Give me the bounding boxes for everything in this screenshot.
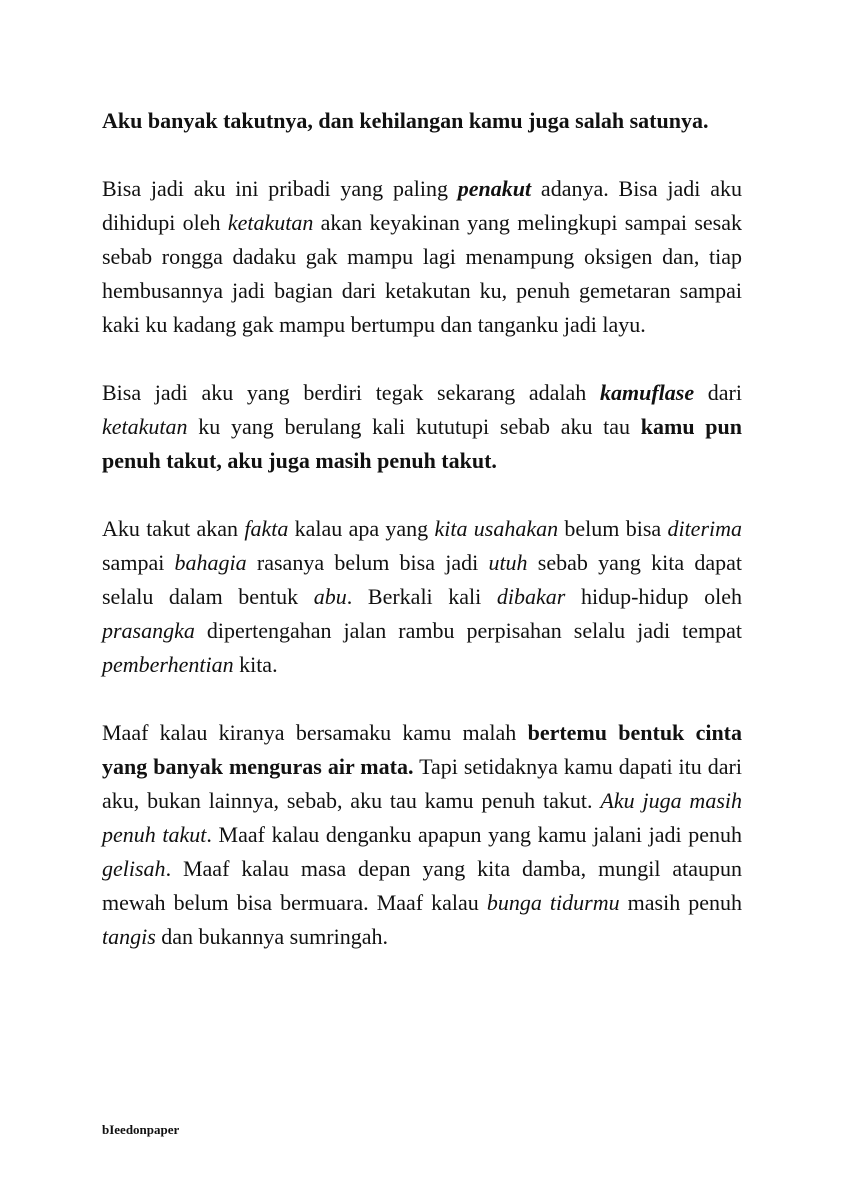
text-run: Maaf kalau kiranya bersamaku kamu malah — [102, 720, 528, 745]
emphasis: tangis — [102, 924, 156, 949]
emphasis: kamu pun penuh takut, aku juga masih penuh takut. — [102, 414, 742, 473]
page-title: Aku banyak takutnya, dan kehilangan kamu juga salah satunya. — [102, 108, 709, 133]
text-run: kalau apa yang — [288, 516, 435, 541]
emphasis: penakut — [457, 176, 532, 201]
emphasis: fakta — [244, 516, 289, 541]
emphasis: bertemu bentuk cinta yang banyak menguras air mata. — [102, 720, 743, 779]
emphasis: ketakutan — [227, 210, 314, 235]
text-run: Aku takut akan — [102, 516, 245, 541]
emphasis: prasangka — [102, 618, 195, 643]
text-run: . Berkali kali — [346, 584, 497, 609]
text-run: kita. — [233, 652, 278, 677]
text-run: rasanya belum bisa jadi — [246, 550, 489, 575]
text-run: dipertengahan jalan rambu perpisahan selalu jadi tempat — [194, 618, 742, 643]
text-run: akan keyakinan yang melingkupi sampai sesak sebab rongga dadaku gak mampu lagi menampung oksigen dan, tiap hembusannya jadi bagian dari ketakutan ku, penuh gemetaran sampai kaki ku kadang gak mampu bertumpu dan tanganku jadi layu. — [102, 210, 742, 337]
text-run: hidup-hidup oleh — [565, 584, 742, 609]
emphasis: abu — [313, 584, 347, 609]
emphasis: utuh — [488, 550, 528, 575]
text-run: sampai — [102, 550, 175, 575]
emphasis: pemberhentian — [102, 652, 234, 677]
emphasis: bunga tidurmu — [486, 890, 620, 915]
paragraph-2 — [102, 376, 742, 478]
emphasis: kamuflase — [599, 380, 695, 405]
page-body — [102, 104, 742, 988]
emphasis: ketakutan — [102, 414, 188, 439]
text-run: adanya. Bisa jadi aku dihidupi oleh — [102, 176, 742, 235]
text-run: Bisa jadi aku yang berdiri tegak sekarang adalah — [102, 380, 600, 405]
text-run: masih penuh — [619, 890, 742, 915]
emphasis: dibakar — [496, 584, 566, 609]
emphasis: Aku juga masih penuh takut — [102, 788, 742, 847]
text-run: dan bukannya sumringah. — [155, 924, 388, 949]
footer-signature: bIeedonpaper — [102, 1122, 180, 1137]
text-run: . Maaf kalau denganku apapun yang kamu jalani jadi penuh — [206, 822, 742, 847]
text-run: belum bisa — [558, 516, 668, 541]
text-run: dari — [694, 380, 742, 405]
text-run: sebab yang kita dapat selalu dalam bentuk — [102, 550, 742, 609]
text-run: . Maaf kalau masa depan yang kita damba, mungil ataupun mewah belum bisa bermuara. Maaf kalau — [102, 856, 742, 915]
emphasis: gelisah — [102, 856, 166, 881]
emphasis: diterima — [667, 516, 743, 541]
emphasis: bahagia — [174, 550, 247, 575]
emphasis: kita usahakan — [434, 516, 559, 541]
paragraph-3 — [102, 512, 742, 682]
paragraph-4 — [102, 716, 742, 954]
paragraph-1 — [102, 172, 742, 342]
text-run: Bisa jadi aku ini pribadi yang paling — [102, 176, 458, 201]
text-run: ku yang berulang kali kututupi sebab aku tau — [187, 414, 641, 439]
text-run: Tapi setidaknya kamu dapati itu dari aku, bukan lainnya, sebab, aku tau kamu penuh takut. — [102, 754, 742, 813]
